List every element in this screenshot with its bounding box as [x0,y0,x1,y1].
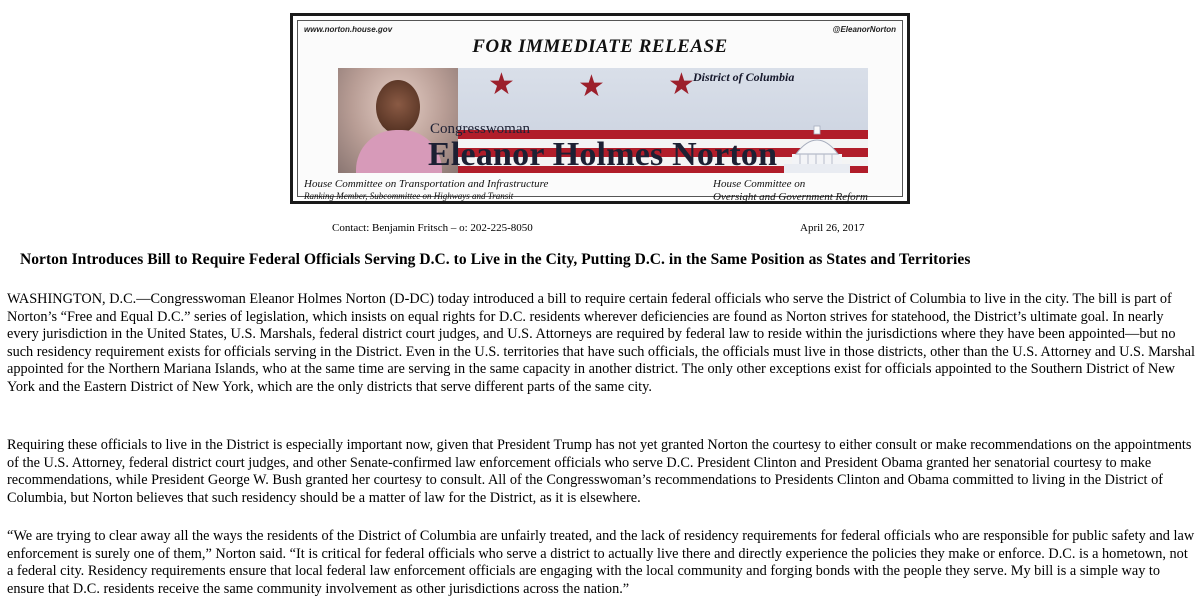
banner-release-heading: FOR IMMEDIATE RELEASE [472,36,728,57]
committee-oversight-line1: House Committee on [713,178,806,190]
banner-twitter-handle: @EleanorNorton [832,25,896,34]
banner-district: District of Columbia [693,70,795,84]
star-icon: ★ [668,68,695,102]
release-date: April 26, 2017 [800,222,865,234]
committee-transportation-name: House Committee on Transportation and Infrastructure [304,178,549,190]
star-icon: ★ [488,68,515,102]
banner-title-congresswoman: Congresswoman [430,121,530,137]
banner-flag-band [338,68,868,173]
star-icon: ★ [578,69,605,104]
body-paragraph: WASHINGTON, D.C.—Congresswoman Eleanor Holmes Norton (D-DC) today introduced a bill to require certain federal officials who serve the District of Columbia to live in the city. The bill is part of Norton’s “Free and Equal D.C.” series of legislation, which insists on equal rights for D.C. residents wherever deficiencies are found as Norton strives for statehood, the District’s ultimate goal. In nearly every jurisdiction in the United States, U.S. Marshals, federal district court judges, and U.S. Attorneys are required by federal law to reside within the jurisdictions where they have been appointed—but no such residency requirement exists for officials serving in the District. Even in the U.S. territories that have such officials, the officials must live in those districts, other than the U.S. Attorney and U.S. Marshal appointed for the Northern Mariana Islands, who at the same time are serving in the same capacity in another district. The only other exceptions exist for officials appointed to the Southern District of New York and the Eastern District of New York, which are the only districts that serve different parts of the same city. [7,291,1195,395]
body-paragraph: “We are trying to clear away all the ways the residents of the District of Columbia are unfairly treated, and the lack of residency requirements for federal officials who are responsible for public safety and law enforcement is surely one of them,” Norton said. “It is critical for federal officials who serve a district to actually live there and directly experience the policies they make or enforce. D.C. is a hometown, not a federal city. Residency requirements ensure that local federal law enforcement officials are engaging with the local community and forging bonds with the people they serve. My bill is a simple way to ensure that D.C. residents receive the same community involvement as other jurisdictions across the nation.” [7,528,1195,597]
committee-transportation-role: Ranking Member, Subcommittee on Highways and Transit [304,191,514,201]
contact-line: Contact: Benjamin Fritsch – o: 202-225-8050 [332,222,533,234]
banner-frame [297,20,903,203]
press-release-banner [290,13,910,204]
portrait-head [376,80,420,134]
banner-name: Eleanor Holmes Norton [428,136,778,173]
headline: Norton Introduces Bill to Require Federal Officials Serving D.C. to Live in the City, Putting D.C. in the Same Position as States and Territories [20,251,971,268]
committee-oversight [713,178,868,204]
capitol-dome-icon [778,124,856,173]
banner-website: www.norton.house.gov [304,25,393,34]
body-paragraph: Requiring these officials to live in the District is especially important now, given that President Trump has not yet granted Norton the courtesy to either consult or make recommendations on the appointments of the U.S. Attorney, federal district court judges, and other Senate-confirmed law enforcement officials who serve D.C. President Clinton and President Obama granted her senatorial courtesy to make recommendations, while President George W. Bush granted her courtesy to consult. All of the Congresswoman’s recommendations to Presidents Clinton and Obama committed to living in the District of Columbia, but Norton believes that such residency should be a matter of law for the District, as it is elsewhere. [7,437,1192,506]
committee-transportation [304,178,548,201]
committee-oversight-line2: Oversight and Government Reform [713,191,868,203]
